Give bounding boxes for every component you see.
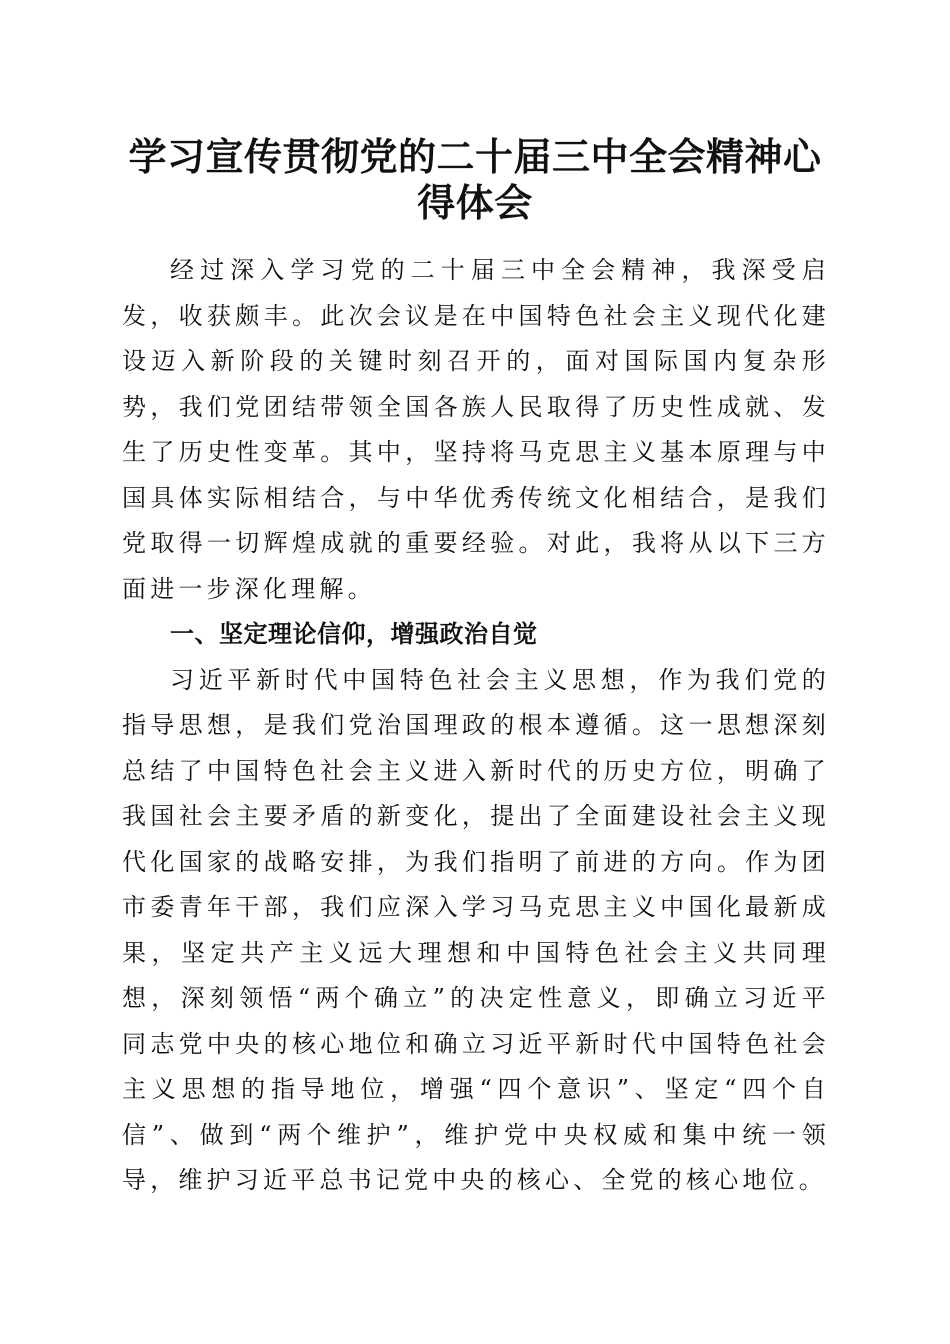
section-1-paragraph: 习近平新时代中国特色社会主义思想，作为我们党的指导思想，是我们党治国理政的根本遵循。这一思想深刻总结了中国特色社会主义进入新时代的历史方位，明确了我国社会主要矛盾的新变化，提出了全面建设社会主义现代化国家的战略安排，为我们指明了前进的方向。作为团市委青年干部，我们应深入学习马克思主义中国化最新成果，坚定共产主义远大理想和中国特色社会主义共同理想，深刻领悟“两个确立”的决定性意义，即确立习近平同志党中央的核心地位和确立习近平新时代中国特色社会主义思想的指导地位，增强“四个意识”、坚定“四个自信”、做到“两个维护”，维护党中央权威和集中统一领导，维护习近平总书记党中央的核心、全党的核心地位。 (122, 665, 830, 1194)
intro-paragraph: 经过深入学习党的二十届三中全会精神，我深受启发，收获颇丰。此次会议是在中国特色社会主义现代化建设迈入新阶段的关键时刻召开的，面对国际国内复杂形势，我们党团结带领全国各族人民取得了历史性成就、发生了历史性变革。其中，坚持将马克思主义基本原理与中国具体实际相结合，与中华优秀传统文化相结合，是我们党取得一切辉煌成就的重要经验。对此，我将从以下三方面进一步深化理解。 (122, 256, 830, 603)
document-title: 学习宣传贯彻党的二十届三中全会精神心得体会 (128, 134, 822, 225)
section-heading-1: 一、坚定理论信仰，增强政治自觉 (170, 620, 538, 648)
document-body (122, 248, 830, 1204)
